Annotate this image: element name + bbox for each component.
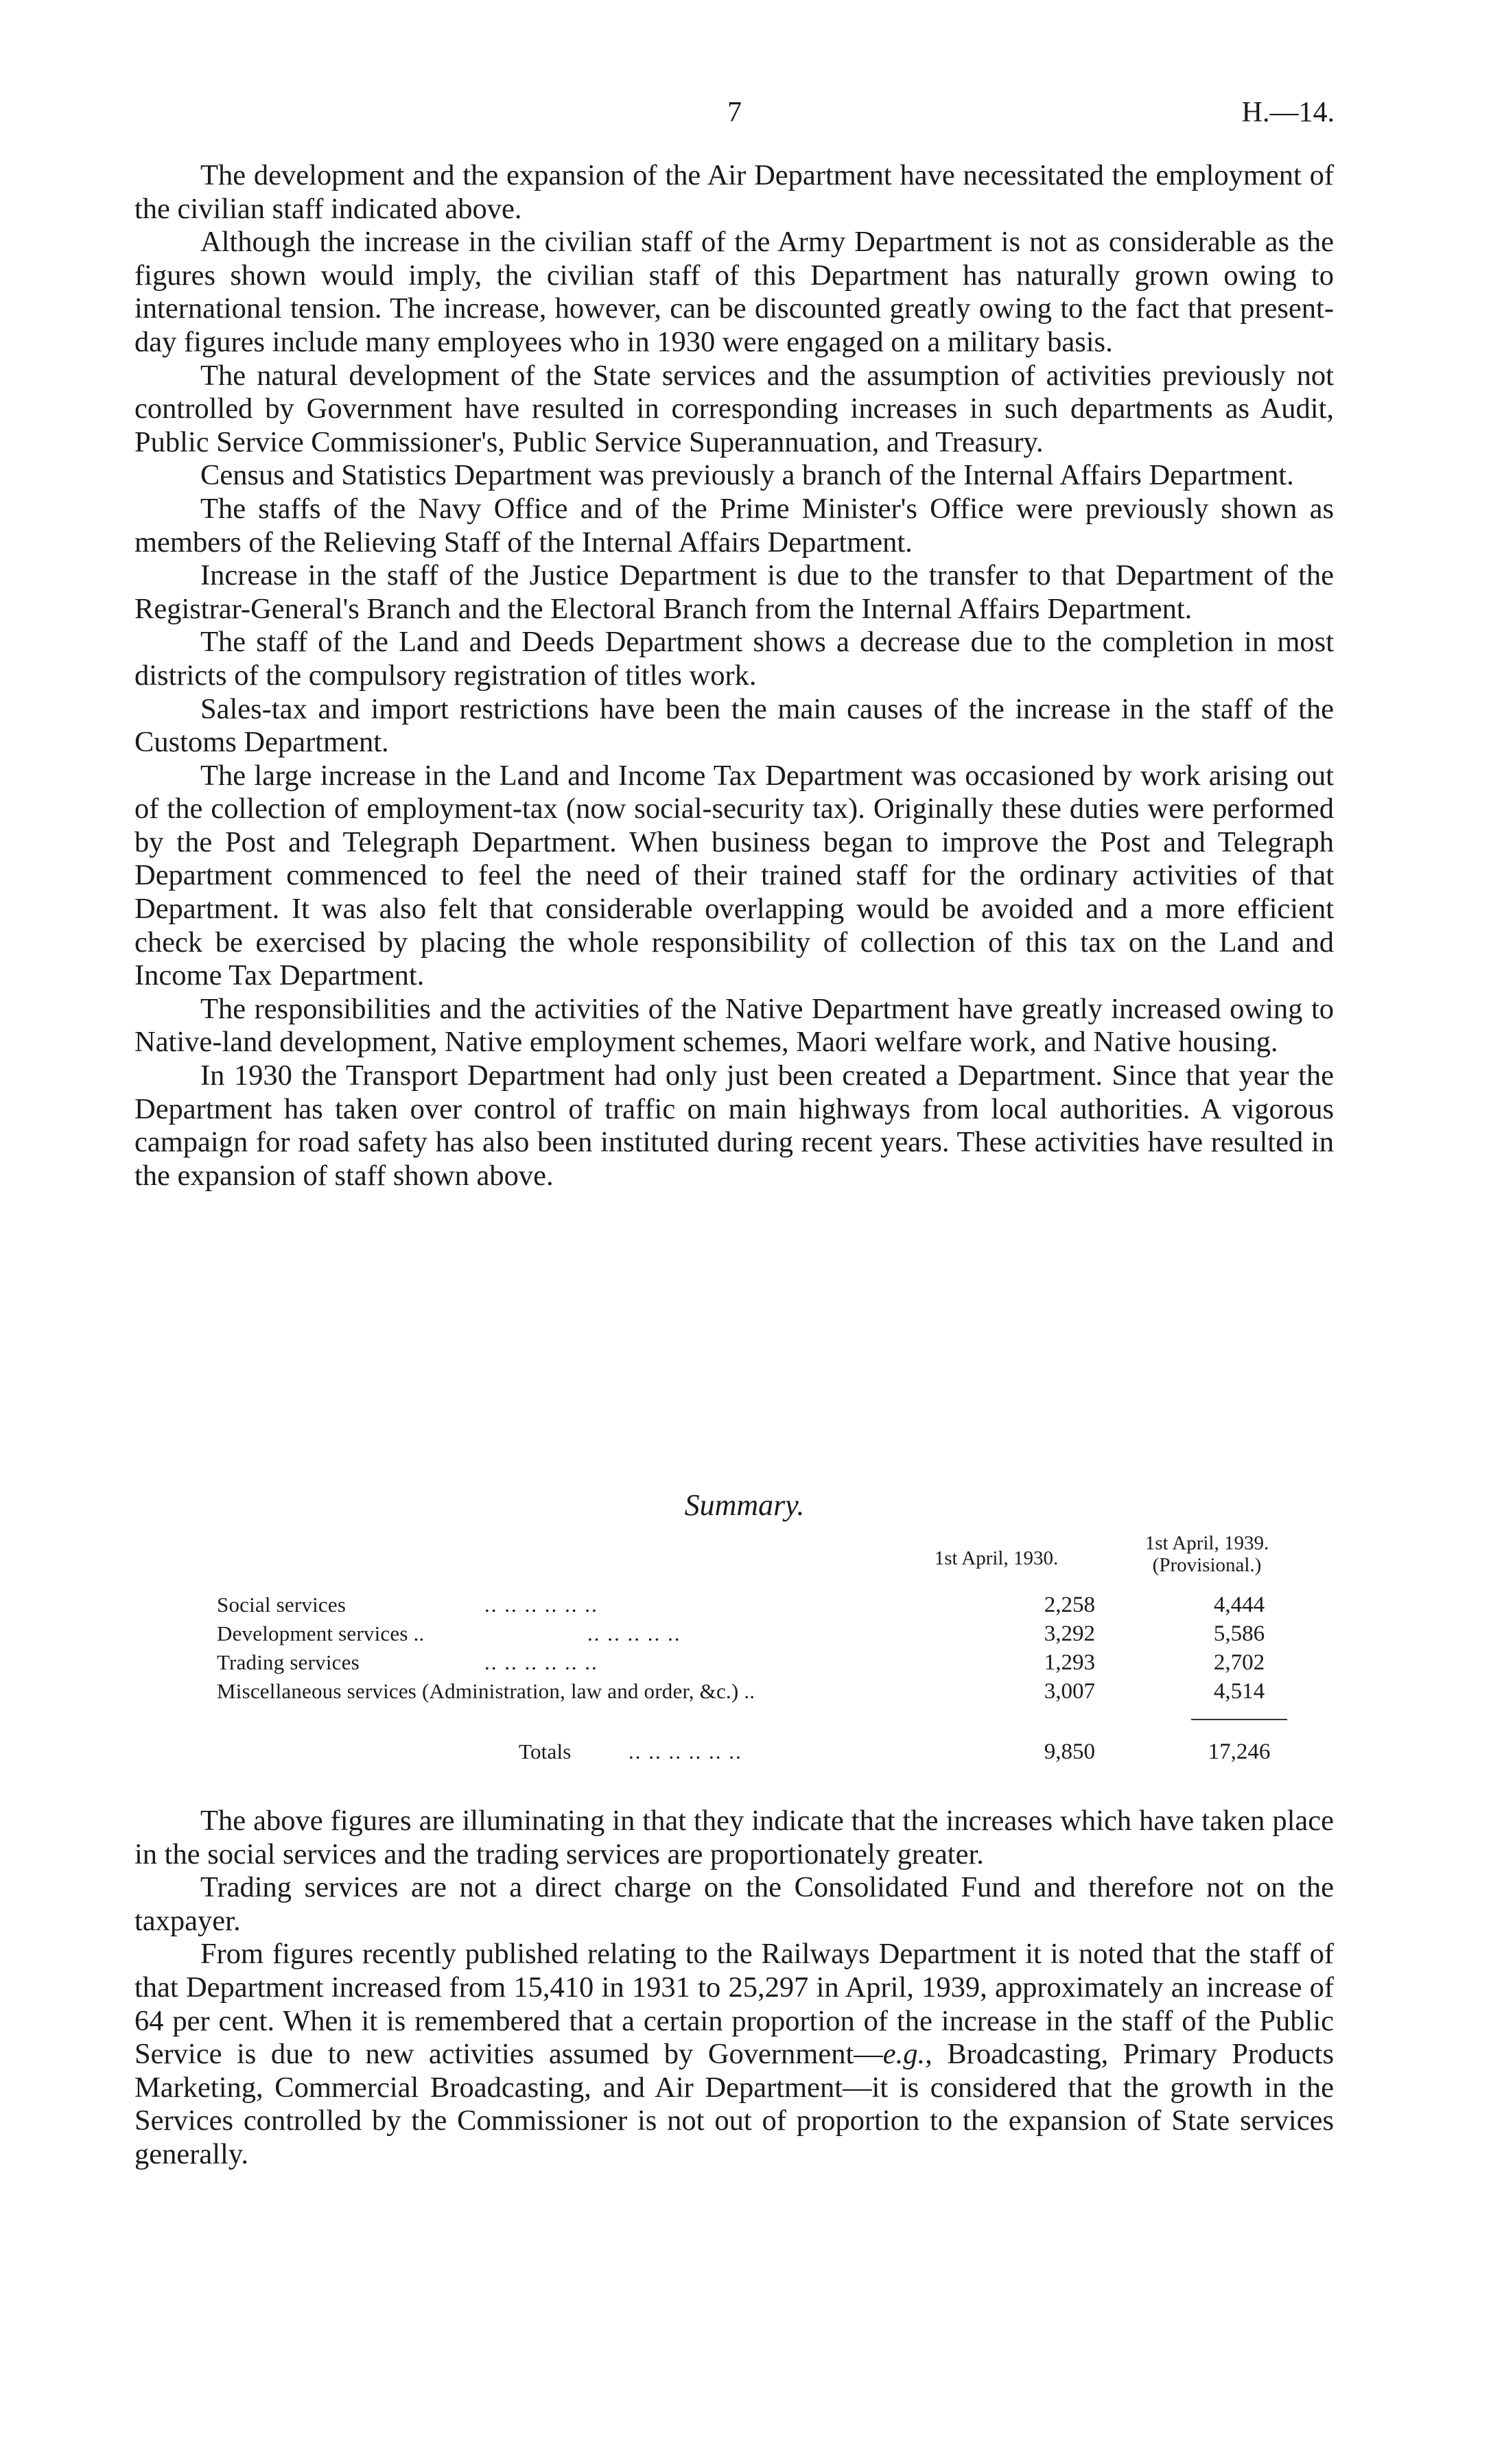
value-1930: 1,293 [1044, 1650, 1095, 1675]
paragraph: In 1930 the Transport Department had only just been created a Department. Since that year the Department has taken over control of traffic on main highways from local authorities. A vigorous campaign for road safety has also been instituted during recent years. These activities have resulted in the expansion of staff shown above. [134, 1059, 1334, 1192]
summary-section [134, 1488, 1334, 1794]
value-1939: 2,702 [1213, 1650, 1265, 1675]
paragraph [134, 1938, 1334, 2171]
paragraph: Sales-tax and import restrictions have been the main causes of the increase in the staff of the Customs Department. [134, 692, 1334, 759]
table-row [217, 1679, 1334, 1706]
closing-text [134, 1805, 1334, 2172]
paragraph: The above figures are illuminating in that they indicate that the increases which have taken place in the social services and the trading services are proportionately greater. [134, 1805, 1334, 1870]
column-header-1939 [1080, 1532, 1334, 1576]
value-1930: 2,258 [1044, 1593, 1095, 1617]
paragraph: The responsibilities and the activities of the Native Department have greatly increased owing to Native-land development, Native employment schemes, Maori welfare work, and Native housing. [134, 992, 1334, 1059]
table-row [217, 1593, 1334, 1620]
totals-row [217, 1739, 1334, 1767]
summary-table [134, 1527, 1334, 1794]
table-row [217, 1621, 1334, 1649]
value-1939: 4,514 [1213, 1679, 1265, 1704]
paragraph: Trading services are not a direct charge on the Consolidated Fund and therefore not on the taxpayer. [134, 1871, 1334, 1937]
row-label: Development services .. [217, 1621, 425, 1645]
italic-abbreviation: e.g. [882, 2038, 926, 2071]
paragraph: The development and the expansion of the Air Department have necessitated the employment of the civilian staff indicated above. [134, 159, 1334, 225]
leader-dots: .. .. .. .. .. .. [484, 1650, 598, 1674]
row-label: Trading services [217, 1650, 360, 1674]
totals-label: Totals [519, 1739, 572, 1763]
paragraph: The staffs of the Navy Office and of the Prime Minister's Office were previously shown as members of the Relieving Staff of the Internal Affairs Department. [134, 492, 1334, 559]
total-1939: 17,246 [1208, 1739, 1271, 1764]
column-header-1939-note: (Provisional.) [1152, 1554, 1262, 1576]
paragraph: Census and Statistics Department was previously a branch of the Internal Affairs Department. [200, 459, 1294, 492]
body-text [134, 159, 1334, 1193]
column-header-1930: 1st April, 1930. [934, 1547, 1059, 1569]
value-1939: 5,586 [1213, 1621, 1265, 1646]
column-header-1939-date: 1st April, 1939. [1144, 1532, 1269, 1554]
leader-dots: .. .. .. .. .. .. [484, 1593, 598, 1617]
paragraph-text: From figures recently published relating to the Railways Department it is noted that the staff of that Department increased from 15,410 in 1931 to 25,297 in April, 1939, approximately an increase of 64 per cent. When it is remembered that a certain proportion of the increase in the staff of the Public Service is due to new activities assumed by Government— [134, 1938, 1334, 2071]
row-label: Social services [217, 1593, 347, 1617]
paragraph: Although the increase in the civilian staff of the Army Department is not as considerable as the figures shown would imply, the civilian staff of this Department has naturally grown owing to international tension. The increase, however, can be discounted greatly owing to the fact that present-day figures include many employees who in 1930 were engaged on a military basis. [134, 226, 1334, 358]
paragraph: The staff of the Land and Deeds Department shows a decrease due to the completion in most districts of the compulsory registration of titles work. [134, 626, 1334, 692]
value-1939: 4,444 [1213, 1593, 1265, 1617]
leader-dots: .. .. .. .. .. [587, 1621, 681, 1645]
value-1930: 3,292 [1044, 1621, 1095, 1646]
paragraph: The large increase in the Land and Income Tax Department was occasioned by work arising out of the collection of employment-tax (now social-security tax). Originally these duties were performed by the Post and Telegraph Department. When business began to improve the Post and Telegraph Department commenced to feel the need of their trained staff for the ordinary activities of that Department. It was also felt that considerable overlapping would be avoided and a more efficient check be exercised by placing the whole responsibility of collection of this tax on the Land and Income Tax Department. [134, 759, 1334, 992]
page-header [134, 96, 1335, 137]
table-row [217, 1650, 1334, 1678]
row-label: Miscellaneous services (Administration, law and order, &c.) .. [217, 1679, 755, 1703]
paragraph: The natural development of the State services and the assumption of activities previously not controlled by Government have resulted in corresponding increases in such departments as Audit, Public Service Commissioner's, Public Service Superannuation, and Treasury. [134, 359, 1334, 458]
page-number: 7 [727, 97, 742, 128]
paragraph: Increase in the staff of the Justice Department is due to the transfer to that Department of the Registrar-General's Branch and the Electoral Branch from the Internal Affairs Department. [134, 559, 1334, 625]
leader-dots: .. .. .. .. .. .. [629, 1739, 742, 1763]
document-reference: H.—14. [1241, 97, 1335, 128]
value-1930: 3,007 [1044, 1679, 1095, 1704]
total-1930: 9,850 [1044, 1739, 1095, 1764]
summary-title: Summary. [684, 1488, 805, 1522]
total-rule [1191, 1719, 1287, 1720]
paragraph-text: , Broadcasting, Primary Products Marketing, Commercial Broadcasting, and Air Department—it is considered that the growth in the Services controlled by the Commissioner is not out of proportion to the expansion of State services generally. [134, 2038, 1335, 2170]
